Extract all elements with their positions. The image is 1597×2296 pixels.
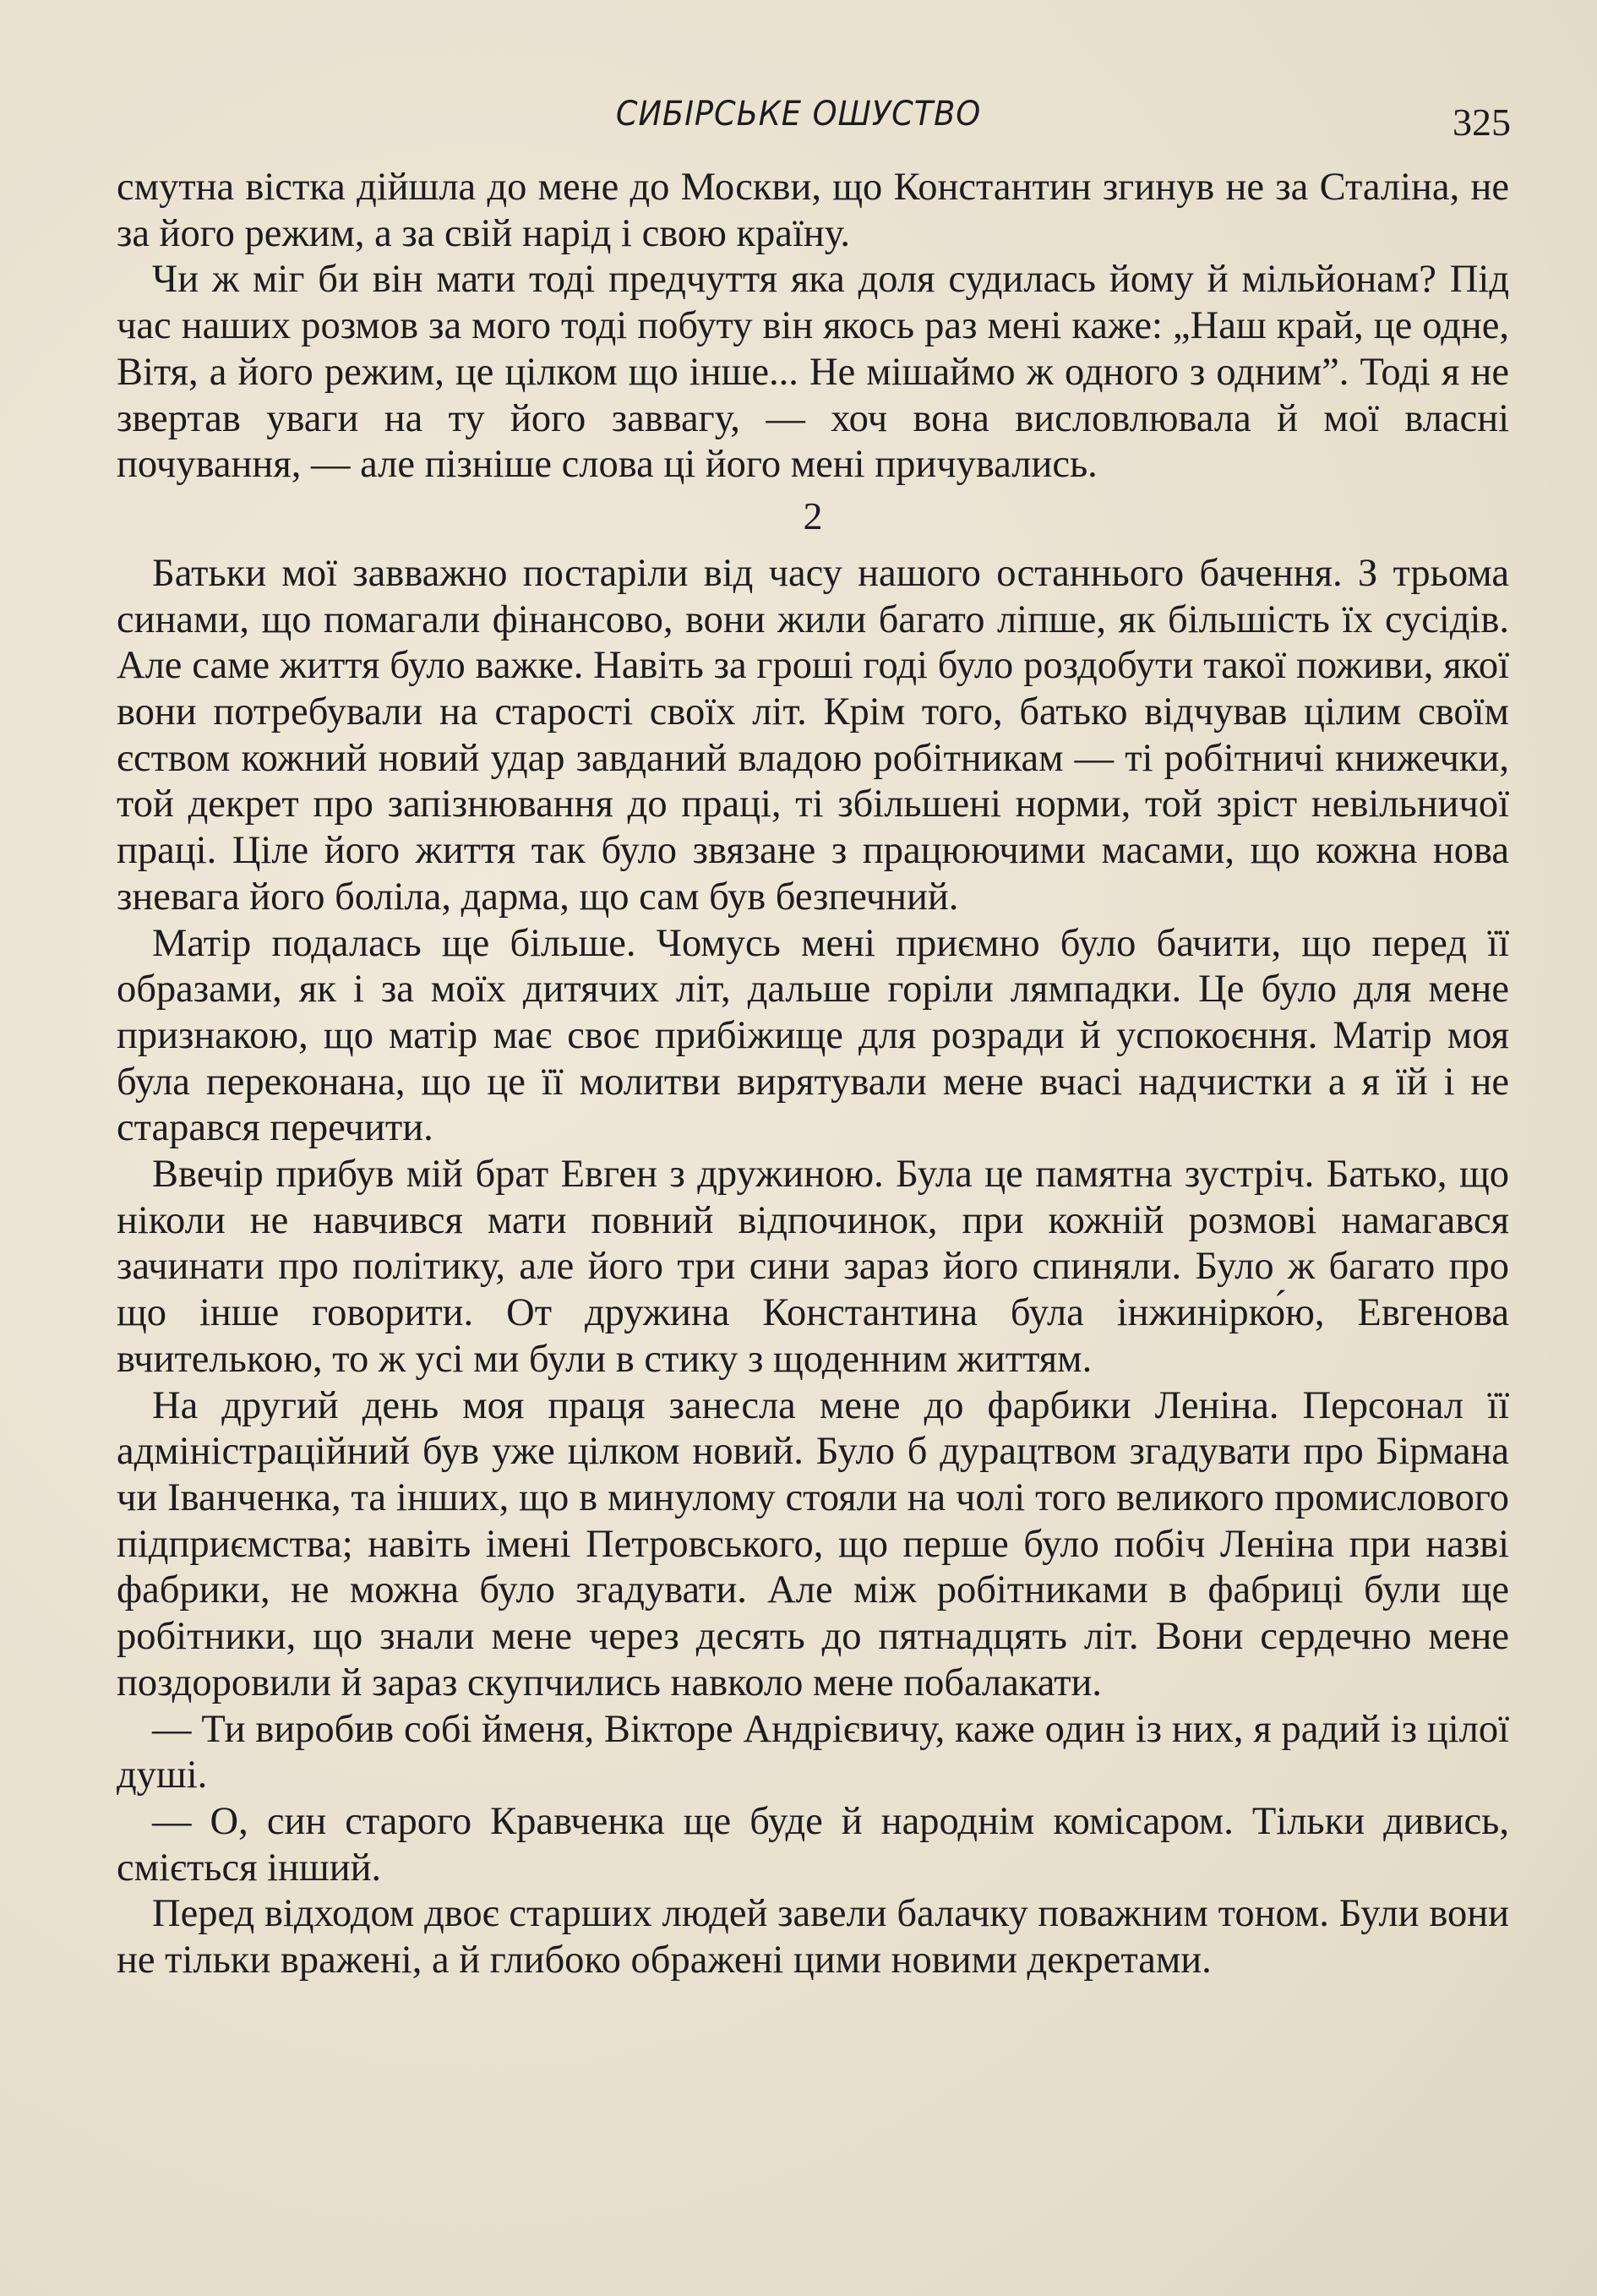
section-number: 2 — [803, 494, 823, 537]
running-title: СИБІРСЬКЕ ОШУСТВО — [615, 95, 982, 134]
paragraph: Перед відходом двоє старших людей завели балачку поважним тоном. Були вони не тільки вражені, а й глибоко ображені цими новими декретами. — [117, 1892, 1509, 1982]
paragraph: Матір подалась ще більше. Чомусь мені приємно було бачити, що перед її образами, як і за моїх дитячих літ, дальше горіли лямпадки. Це було для мене признакою, що матір має своє прибіжище для розради й успокоєння. Матір моя була переконана, що це її молитви вирятували мене вчасі надчистки а я їй і не старався перечити. — [117, 921, 1509, 1150]
paragraph: Чи ж міг би він мати тоді предчуття яка доля судилась йому й мільйонам? Під час наших розмов за мого тоді побуту він якось раз мені каже: „Наш край, це одне, Вітя, а його режим, це цілком що інше... Не мішаймо ж одного з одним”. Тоді я не звертав уваги на ту його заввагу, — хоч вона висловлювала й мої власні почування, — але пізніше слова ці його мені причувались. — [117, 258, 1509, 487]
paragraph: — О, син старого Кравченка ще буде й народнім комісаром. Тільки дивись, сміється інший. — [117, 1799, 1509, 1890]
paragraph: На другий день моя праця занесла мене до фарбики Леніна. Персонал її адміністраційний був уже цілком новий. Було б дурацтвом згадувати про Бірмана чи Іванченка, та інших, що в минулому стояли на чолі того великого промислового підприємства; навіть імені Петровського, що перше було побіч Леніна при назві фабрики, не можна було згадувати. Але між робітниками в фабриці були ще робітники, що знали мене через десять до пятнадцять літ. Вони сердечно мене поздоровили й зараз скупчились навколо мене побалакати. — [117, 1383, 1509, 1704]
paragraph: смутна вістка дійшла до мене до Москви, що Константин згинув не за Сталіна, не за його режим, а за свій нарід і свою країну. — [117, 166, 1509, 255]
page-number: 325 — [1453, 101, 1511, 144]
paragraph: Ввечір прибув мій брат Евген з дружиною. Була це памятна зустріч. Батько, що ніколи не навчився мати повний відпочинок, при кожній розмові намагався зачинати про політику, але його три сини зараз його спиняли. Було ж багато про що інше говорити. От дружина Константина була інжинірко́ю, Евгенова вчителькою, то ж усі ми були в стику з щоденним життям. — [117, 1153, 1509, 1381]
page-body — [117, 165, 1509, 1984]
paragraph: — Ти виробив собі йменя, Вікторе Андрієвичу, каже один із них, я радий із цілої душі. — [117, 1707, 1509, 1797]
paragraph: Батьки мої завважно постаріли від часу нашого останнього бачення. З трьома синами, що помагали фінансово, вони жили багато ліпше, як більшість їх сусідів. Але саме життя було важке. Навіть за гроші годі було роздобути такої поживи, якої вони потребували на старості своїх літ. Крім того, батько відчував цілим своїм єством кожний новий удар завданий владою робітникам — ті робітничі книжечки, той декрет про запізнювання до праці, ті збільшені норми, той зріст невільничої праці. Ціле його життя так було звязане з працюючими масами, що кожна нова зневага його боліла, дарма, що сам був безпечний. — [117, 551, 1509, 919]
